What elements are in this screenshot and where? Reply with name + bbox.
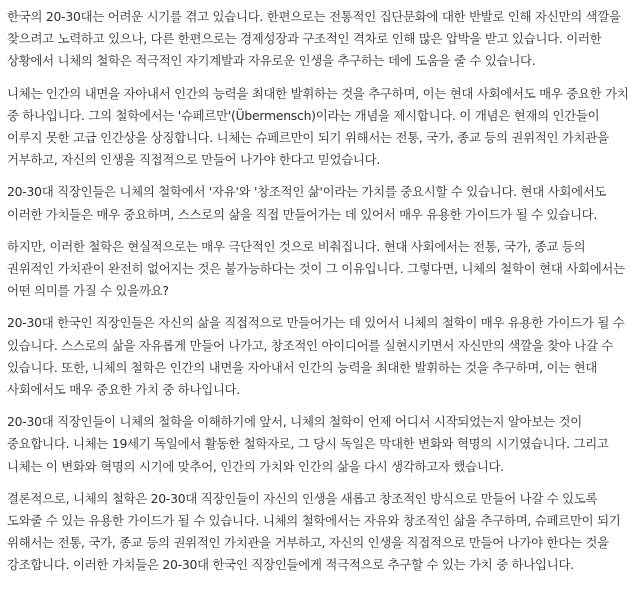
paragraph-4: 하지만, 이러한 철학은 현실적으로는 매우 극단적인 것으로 비춰집니다. 현대 사회에서는 전통, 국가, 종교 등의 권위적인 가치관이 완전히 없어지는 것은 불가능하다는 것이 그 이유입니다. 그렇다면, 니체의 철학이 현대 사회에서는 어떤 의미를 가질 수 있을까요? [7,238,625,299]
paragraph-1: 한국의 20-30대는 어려운 시기를 겪고 있습니다. 한편으로는 전통적인 집단문화에 대한 반발로 인해 자신만의 색깔을 찾으려고 노력하고 있으나, 다른 한편으로는 경제성장과 구조적인 격차로 인해 많은 압박을 받고 있습니다. 이러한 상황에서 니체의 철학은 적극적인 자기계발과 자유로운 인생을 추구하는 데에 도움을 줄 수 있습니다. [7,9,621,69]
paragraph-2: 니체는 인간의 내면을 자아내서 인간의 능력을 최대한 발휘하는 것을 추구하며, 이는 현대 사회에서도 매우 중요한 가치 중 하나입니다. 그의 철학에서는 '슈페르만'(Übermensch)이라는 개념을 제시합니다. 이 개념은 현재의 인간들이 이루지 못한 고급 인간상을 상징합니다. 니체는 슈페르만이 되기 위해서는 전통, 국가, 종교 등의 권위적인 가치관을 거부하고, 자신의 인생을 직접적으로 만들어 나가야 한다고 믿었습니다. [7,85,629,168]
paragraph-3: 20-30대 직장인들은 니체의 철학에서 '자유'와 '창조적인 삶'이라는 가치를 중요시할 수 있습니다. 현대 사회에서도 이러한 가치들은 매우 중요하며, 스스로의 삶을 직접 만들어가는 데 있어서 매우 유용한 가이드가 될 수 있습니다. [7,184,607,222]
paragraph-6: 20-30대 직장인들이 니체의 철학을 이해하기에 앞서, 니체의 철학이 언제 어디서 시작되었는지 알아보는 것이 중요합니다. 니체는 19세기 독일에서 활동한 철학자로, 그 당시 독일은 막대한 변화와 혁명의 시기였습니다. 그리고 니체는 이 변화와 혁명의 시기에 맞추어, 인간의 가치와 인간의 삶을 다시 생각하고자 했습니다. [7,414,609,474]
paragraph-5: 20-30대 한국인 직장인들은 자신의 삶을 직접적으로 만들어가는 데 있어서 니체의 철학이 매우 유용한 가이드가 될 수 있습니다. 스스로의 삶을 자유롭게 만들어 나가고, 창조적인 아이디어를 실현시키면서 자신만의 색깔을 찾아 나갈 수 있습니다. 또한, 니체의 철학은 인간의 내면을 자아내서 인간의 능력을 최대한 발휘하는 것을 추구하며, 이는 현대 사회에서도 매우 중요한 가치 중 하나입니다. [7,315,625,398]
article-body [7,6,635,587]
paragraph-7: 결론적으로, 니체의 철학은 20-30대 직장인들이 자신의 인생을 새롭고 창조적인 방식으로 만들어 나갈 수 있도록 도와줄 수 있는 유용한 가이드가 될 수 있습니다. 니체의 철학에서는 자유와 창조적인 삶을 추구하며, 슈페르만이 되기 위해서는 전통, 국가, 종교 등의 권위적인 가치관을 거부하고, 자신의 인생을 직접적으로 만들어 나가야 한다는 것을 강조합니다. 이러한 가치들은 20-30대 한국인 직장인들에게 적극적으로 추구할 수 있는 가치 중 하나입니다. [7,490,621,573]
